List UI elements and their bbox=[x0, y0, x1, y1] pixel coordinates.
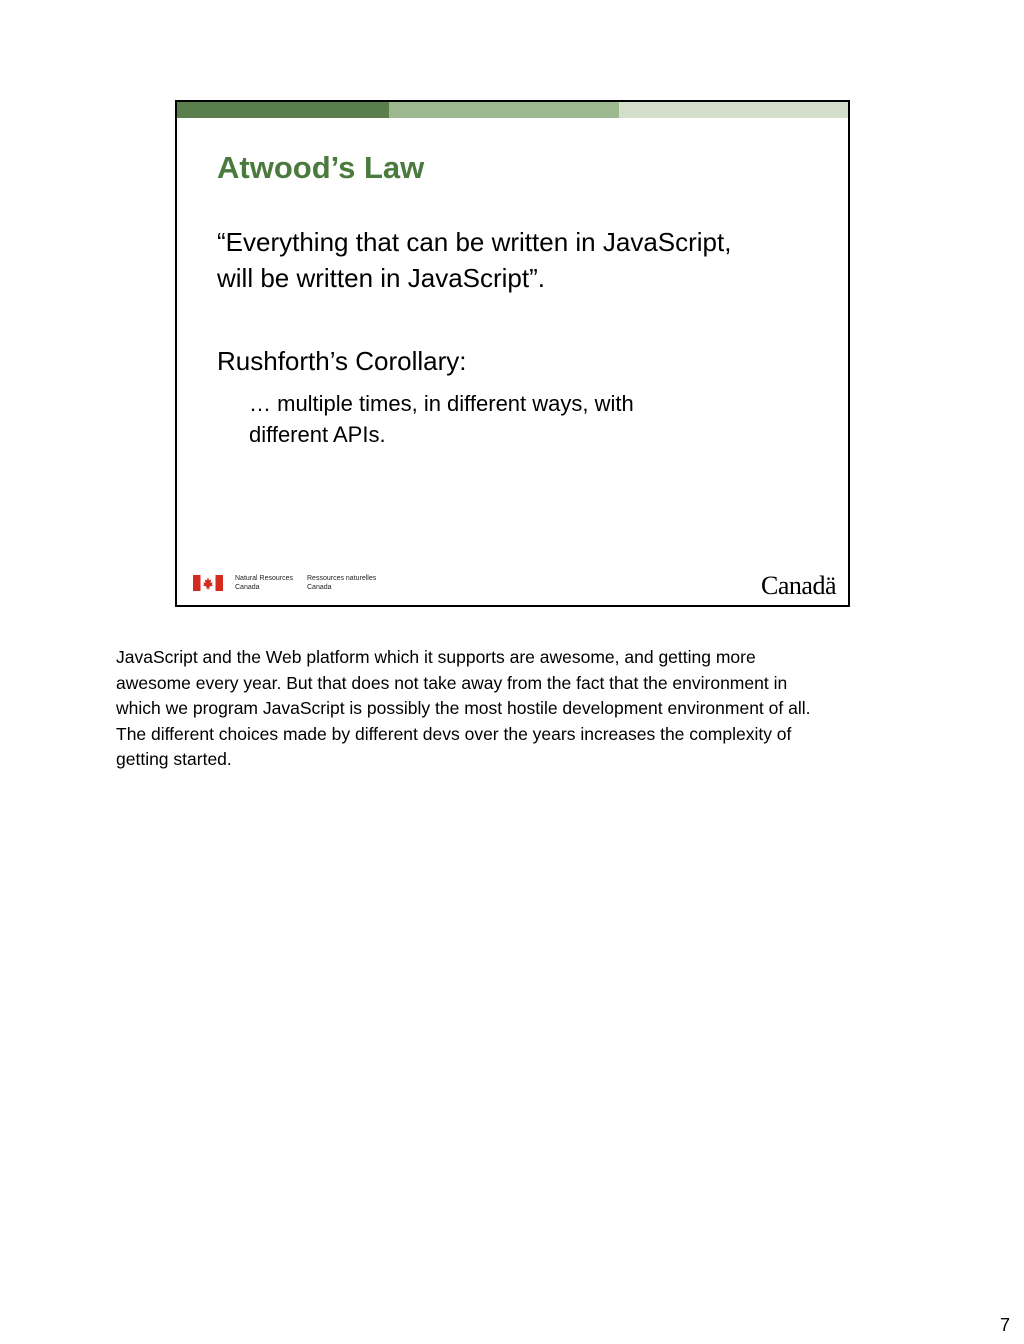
speaker-notes bbox=[116, 645, 916, 773]
quote-line: “Everything that can be written in JavaScript, bbox=[217, 227, 732, 257]
header-bar-light-segment bbox=[619, 102, 848, 118]
corollary-body bbox=[249, 388, 634, 450]
page-number: 7 bbox=[999, 1315, 1010, 1335]
slide-header-bar bbox=[177, 102, 848, 118]
header-bar-dark-segment bbox=[177, 102, 389, 118]
atwood-quote bbox=[217, 224, 731, 296]
notes-line: awesome every year. But that does not take away from the fact that the environment in bbox=[116, 672, 788, 693]
department-name-english bbox=[235, 574, 293, 592]
corollary-line: … multiple times, in different ways, with bbox=[249, 391, 634, 416]
dept-line: Canada bbox=[307, 584, 332, 591]
dept-line: Ressources naturelles bbox=[307, 575, 377, 582]
corollary-line: different APIs. bbox=[249, 422, 386, 447]
header-bar-mid-segment bbox=[389, 102, 619, 118]
notes-line: JavaScript and the Web platform which it supports are awesome, and getting more bbox=[116, 647, 756, 667]
canada-wordmark: Canadä bbox=[761, 571, 836, 600]
dept-line: Natural Resources bbox=[235, 575, 293, 582]
notes-line: which we program JavaScript is possibly the most hostile development environment of all. bbox=[116, 698, 811, 719]
notes-line: The different choices made by different devs over the years increases the complexity of bbox=[116, 723, 792, 744]
corollary-heading: Rushforth’s Corollary: bbox=[217, 346, 467, 376]
slide-footer bbox=[177, 565, 848, 605]
canada-flag-icon bbox=[193, 575, 223, 591]
dept-line: Canada bbox=[235, 584, 260, 591]
department-name-french bbox=[307, 574, 376, 592]
slide-image bbox=[175, 100, 850, 607]
notes-line: getting started. bbox=[116, 749, 232, 770]
quote-line: will be written in JavaScript”. bbox=[217, 263, 545, 293]
slide-title: Atwood’s Law bbox=[217, 150, 425, 185]
